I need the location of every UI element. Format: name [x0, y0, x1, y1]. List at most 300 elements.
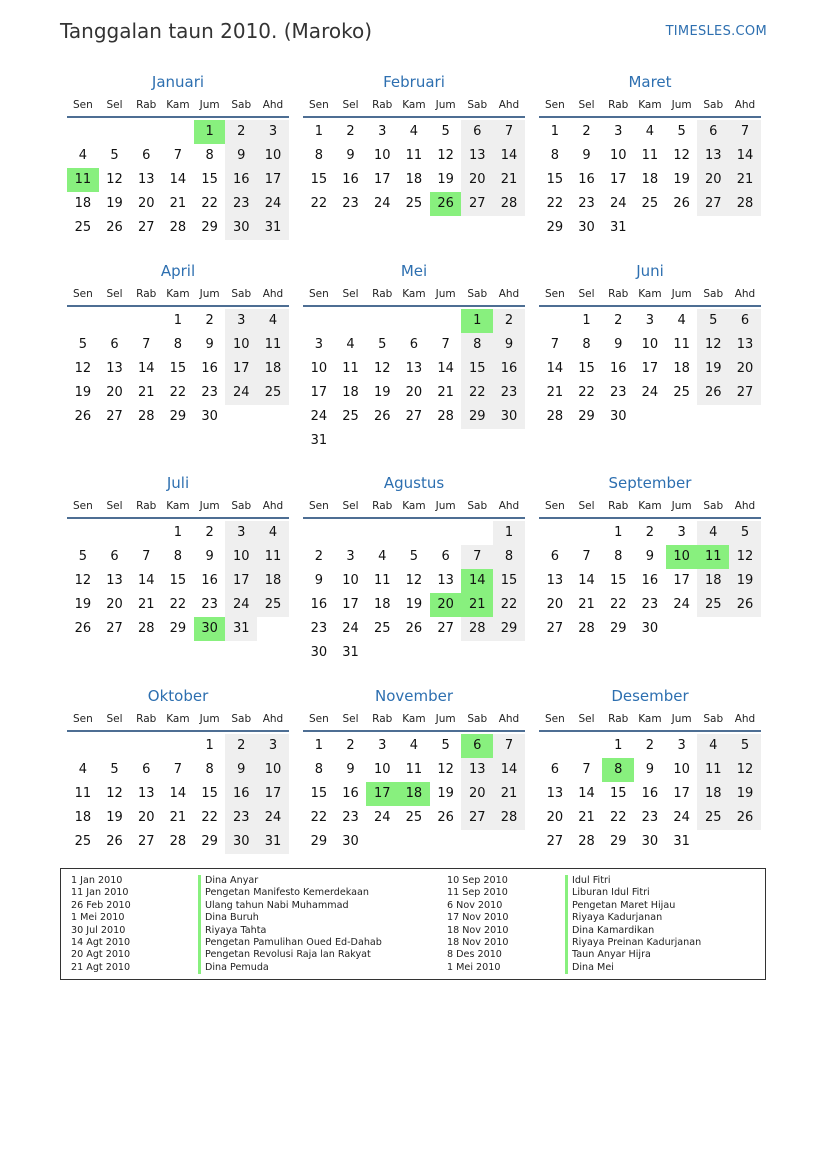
day-cell[interactable]: 3: [677, 525, 686, 540]
day-cell[interactable]: 4: [677, 313, 686, 328]
day-cell[interactable]: 8: [550, 148, 559, 163]
day-cell[interactable]: 28: [493, 192, 525, 216]
day-cell[interactable]: 5: [729, 521, 761, 545]
day-cell[interactable]: 2: [346, 738, 355, 753]
day-cell[interactable]: 5: [78, 337, 87, 352]
day-cell[interactable]: 20: [729, 357, 761, 381]
day-cell[interactable]: 8: [314, 762, 323, 777]
day-cell[interactable]: 4: [409, 124, 419, 139]
day-cell[interactable]: 9: [645, 549, 655, 564]
day-cell[interactable]: 7: [493, 120, 525, 144]
day-cell[interactable]: 21: [437, 385, 454, 400]
day-cell[interactable]: 17: [373, 172, 391, 187]
day-cell[interactable]: 28: [461, 617, 493, 641]
day-cell[interactable]: 13: [697, 144, 729, 168]
day-cell[interactable]: 31: [342, 645, 359, 660]
day-cell[interactable]: 11: [257, 545, 289, 569]
day-cell[interactable]: 7: [493, 734, 525, 758]
day-cell[interactable]: 27: [461, 192, 493, 216]
day-cell[interactable]: 5: [110, 762, 119, 777]
day-cell[interactable]: 22: [310, 196, 328, 211]
day-cell[interactable]: 10: [257, 144, 289, 168]
day-cell[interactable]: 16: [493, 357, 525, 381]
day-cell[interactable]: 23: [310, 621, 328, 636]
day-cell[interactable]: 1: [205, 738, 214, 753]
day-cell[interactable]: 23: [578, 196, 595, 211]
day-cell[interactable]: 26: [74, 621, 92, 636]
day-cell[interactable]: 30: [310, 645, 328, 660]
day-cell[interactable]: 10: [373, 762, 391, 777]
day-cell[interactable]: 30: [578, 220, 595, 235]
day-cell[interactable]: 16: [342, 786, 359, 801]
day-cell[interactable]: 3: [346, 549, 355, 564]
day-cell[interactable]: 13: [137, 786, 155, 801]
day-cell[interactable]: 12: [673, 148, 690, 163]
day-cell[interactable]: 5: [677, 124, 686, 139]
day-cell[interactable]: 28: [578, 621, 595, 636]
holiday-day-cell[interactable]: 11: [67, 168, 99, 192]
day-cell[interactable]: 15: [169, 361, 187, 376]
day-cell[interactable]: 4: [409, 738, 419, 753]
day-cell[interactable]: 6: [142, 762, 151, 777]
day-cell[interactable]: 6: [110, 337, 119, 352]
day-cell[interactable]: 25: [342, 409, 359, 424]
day-cell[interactable]: 14: [137, 361, 155, 376]
holiday-day-cell[interactable]: 20: [430, 593, 462, 617]
day-cell[interactable]: 12: [437, 762, 454, 777]
day-cell[interactable]: 21: [493, 782, 525, 806]
holiday-day-cell[interactable]: 1: [194, 120, 226, 144]
day-cell[interactable]: 1: [314, 738, 323, 753]
day-cell[interactable]: 22: [493, 593, 525, 617]
day-cell[interactable]: 15: [609, 573, 627, 588]
day-cell[interactable]: 21: [578, 597, 595, 612]
day-cell[interactable]: 27: [461, 806, 493, 830]
day-cell[interactable]: 27: [729, 381, 761, 405]
day-cell[interactable]: 26: [729, 593, 761, 617]
day-cell[interactable]: 19: [405, 597, 423, 612]
day-cell[interactable]: 7: [461, 545, 493, 569]
day-cell[interactable]: 3: [257, 120, 289, 144]
day-cell[interactable]: 16: [225, 782, 257, 806]
day-cell[interactable]: 17: [342, 597, 359, 612]
holiday-day-cell[interactable]: 14: [461, 569, 493, 593]
day-cell[interactable]: 6: [110, 549, 119, 564]
day-cell[interactable]: 6: [461, 120, 493, 144]
day-cell[interactable]: 11: [405, 762, 423, 777]
day-cell[interactable]: 3: [645, 313, 655, 328]
day-cell[interactable]: 9: [225, 758, 257, 782]
day-cell[interactable]: 16: [225, 168, 257, 192]
day-cell[interactable]: 22: [546, 196, 564, 211]
day-cell[interactable]: 13: [106, 573, 123, 588]
day-cell[interactable]: 13: [461, 758, 493, 782]
day-cell[interactable]: 28: [729, 192, 761, 216]
day-cell[interactable]: 25: [405, 196, 423, 211]
day-cell[interactable]: 5: [697, 309, 729, 333]
day-cell[interactable]: 10: [641, 337, 659, 352]
day-cell[interactable]: 24: [641, 385, 659, 400]
day-cell[interactable]: 30: [609, 409, 627, 424]
day-cell[interactable]: 30: [342, 834, 359, 849]
day-cell[interactable]: 29: [201, 220, 218, 235]
day-cell[interactable]: 10: [342, 573, 359, 588]
day-cell[interactable]: 8: [614, 549, 623, 564]
day-cell[interactable]: 27: [137, 834, 155, 849]
day-cell[interactable]: 25: [673, 385, 690, 400]
day-cell[interactable]: 7: [173, 148, 183, 163]
day-cell[interactable]: 19: [729, 569, 761, 593]
day-cell[interactable]: 1: [173, 525, 183, 540]
day-cell[interactable]: 3: [378, 124, 387, 139]
day-cell[interactable]: 30: [201, 409, 218, 424]
day-cell[interactable]: 12: [405, 573, 423, 588]
day-cell[interactable]: 8: [314, 148, 323, 163]
day-cell[interactable]: 22: [201, 810, 218, 825]
day-cell[interactable]: 3: [614, 124, 623, 139]
day-cell[interactable]: 15: [493, 569, 525, 593]
day-cell[interactable]: 19: [673, 172, 690, 187]
day-cell[interactable]: 18: [405, 172, 423, 187]
day-cell[interactable]: 17: [225, 569, 257, 593]
day-cell[interactable]: 22: [201, 196, 218, 211]
day-cell[interactable]: 21: [169, 810, 187, 825]
day-cell[interactable]: 4: [697, 734, 729, 758]
day-cell[interactable]: 27: [106, 409, 123, 424]
day-cell[interactable]: 17: [641, 361, 659, 376]
day-cell[interactable]: 10: [225, 333, 257, 357]
day-cell[interactable]: 25: [373, 621, 391, 636]
day-cell[interactable]: 5: [378, 337, 387, 352]
holiday-day-cell[interactable]: 26: [430, 192, 462, 216]
day-cell[interactable]: 13: [729, 333, 761, 357]
day-cell[interactable]: 19: [697, 357, 729, 381]
day-cell[interactable]: 16: [201, 361, 218, 376]
day-cell[interactable]: 15: [461, 357, 493, 381]
day-cell[interactable]: 9: [225, 144, 257, 168]
day-cell[interactable]: 22: [461, 381, 493, 405]
day-cell[interactable]: 20: [546, 597, 564, 612]
day-cell[interactable]: 7: [582, 549, 591, 564]
day-cell[interactable]: 29: [169, 621, 187, 636]
day-cell[interactable]: 10: [310, 361, 328, 376]
day-cell[interactable]: 3: [225, 521, 257, 545]
day-cell[interactable]: 21: [493, 168, 525, 192]
holiday-day-cell[interactable]: 17: [366, 782, 398, 806]
holiday-day-cell[interactable]: 18: [398, 782, 430, 806]
day-cell[interactable]: 12: [106, 786, 123, 801]
day-cell[interactable]: 1: [493, 521, 525, 545]
day-cell[interactable]: 24: [225, 381, 257, 405]
day-cell[interactable]: 24: [373, 810, 391, 825]
day-cell[interactable]: 14: [578, 573, 595, 588]
day-cell[interactable]: 4: [78, 762, 87, 777]
day-cell[interactable]: 19: [373, 385, 391, 400]
day-cell[interactable]: 5: [441, 738, 450, 753]
day-cell[interactable]: 26: [729, 806, 761, 830]
day-cell[interactable]: 18: [74, 196, 92, 211]
day-cell[interactable]: 6: [550, 762, 559, 777]
holiday-day-cell[interactable]: 8: [602, 758, 634, 782]
day-cell[interactable]: 28: [437, 409, 454, 424]
day-cell[interactable]: 27: [437, 621, 454, 636]
day-cell[interactable]: 26: [106, 220, 123, 235]
day-cell[interactable]: 25: [697, 806, 729, 830]
day-cell[interactable]: 29: [609, 621, 627, 636]
day-cell[interactable]: 28: [137, 621, 155, 636]
day-cell[interactable]: 17: [609, 172, 627, 187]
day-cell[interactable]: 24: [310, 409, 328, 424]
day-cell[interactable]: 15: [578, 361, 595, 376]
day-cell[interactable]: 14: [137, 573, 155, 588]
day-cell[interactable]: 17: [257, 168, 289, 192]
day-cell[interactable]: 11: [373, 573, 391, 588]
day-cell[interactable]: 19: [437, 172, 454, 187]
day-cell[interactable]: 4: [697, 521, 729, 545]
day-cell[interactable]: 30: [225, 830, 257, 854]
day-cell[interactable]: 3: [677, 738, 686, 753]
day-cell[interactable]: 16: [641, 573, 659, 588]
day-cell[interactable]: 20: [697, 168, 729, 192]
day-cell[interactable]: 25: [697, 593, 729, 617]
day-cell[interactable]: 7: [142, 337, 151, 352]
day-cell[interactable]: 6: [409, 337, 419, 352]
day-cell[interactable]: 9: [346, 148, 355, 163]
day-cell[interactable]: 2: [314, 549, 323, 564]
day-cell[interactable]: 7: [441, 337, 450, 352]
day-cell[interactable]: 2: [205, 313, 214, 328]
day-cell[interactable]: 10: [225, 545, 257, 569]
day-cell[interactable]: 4: [78, 148, 87, 163]
day-cell[interactable]: 16: [641, 786, 659, 801]
day-cell[interactable]: 23: [342, 196, 359, 211]
day-cell[interactable]: 17: [257, 782, 289, 806]
day-cell[interactable]: 10: [373, 148, 391, 163]
day-cell[interactable]: 18: [673, 361, 690, 376]
day-cell[interactable]: 22: [609, 810, 627, 825]
day-cell[interactable]: 5: [409, 549, 419, 564]
day-cell[interactable]: 29: [461, 405, 493, 429]
day-cell[interactable]: 25: [74, 220, 92, 235]
day-cell[interactable]: 9: [314, 573, 323, 588]
day-cell[interactable]: 30: [641, 621, 659, 636]
day-cell[interactable]: 16: [342, 172, 359, 187]
day-cell[interactable]: 20: [106, 385, 123, 400]
day-cell[interactable]: 12: [729, 758, 761, 782]
day-cell[interactable]: 18: [74, 810, 92, 825]
day-cell[interactable]: 30: [225, 216, 257, 240]
day-cell[interactable]: 23: [225, 806, 257, 830]
day-cell[interactable]: 9: [582, 148, 591, 163]
day-cell[interactable]: 26: [437, 810, 454, 825]
day-cell[interactable]: 27: [106, 621, 123, 636]
day-cell[interactable]: 4: [257, 521, 289, 545]
day-cell[interactable]: 7: [582, 762, 591, 777]
day-cell[interactable]: 19: [106, 810, 123, 825]
day-cell[interactable]: 23: [342, 810, 359, 825]
holiday-day-cell[interactable]: 10: [666, 545, 698, 569]
day-cell[interactable]: 12: [74, 361, 92, 376]
day-cell[interactable]: 27: [546, 834, 564, 849]
day-cell[interactable]: 4: [645, 124, 655, 139]
holiday-day-cell[interactable]: 21: [461, 593, 493, 617]
day-cell[interactable]: 1: [614, 738, 623, 753]
day-cell[interactable]: 23: [641, 597, 659, 612]
day-cell[interactable]: 14: [437, 361, 454, 376]
day-cell[interactable]: 21: [137, 597, 155, 612]
day-cell[interactable]: 26: [106, 834, 123, 849]
day-cell[interactable]: 1: [614, 525, 623, 540]
day-cell[interactable]: 27: [137, 220, 155, 235]
day-cell[interactable]: 28: [169, 834, 187, 849]
day-cell[interactable]: 24: [673, 597, 690, 612]
day-cell[interactable]: 17: [225, 357, 257, 381]
day-cell[interactable]: 20: [405, 385, 423, 400]
day-cell[interactable]: 28: [546, 409, 564, 424]
day-cell[interactable]: 12: [74, 573, 92, 588]
day-cell[interactable]: 20: [137, 810, 155, 825]
day-cell[interactable]: 13: [137, 172, 155, 187]
day-cell[interactable]: 24: [225, 593, 257, 617]
day-cell[interactable]: 13: [546, 786, 564, 801]
day-cell[interactable]: 13: [405, 361, 423, 376]
day-cell[interactable]: 12: [437, 148, 454, 163]
day-cell[interactable]: 31: [257, 830, 289, 854]
day-cell[interactable]: 26: [373, 409, 391, 424]
day-cell[interactable]: 2: [645, 738, 655, 753]
day-cell[interactable]: 29: [493, 617, 525, 641]
day-cell[interactable]: 19: [106, 196, 123, 211]
day-cell[interactable]: 17: [673, 786, 690, 801]
day-cell[interactable]: 5: [729, 734, 761, 758]
day-cell[interactable]: 8: [205, 148, 214, 163]
day-cell[interactable]: 23: [201, 385, 218, 400]
day-cell[interactable]: 23: [609, 385, 627, 400]
day-cell[interactable]: 31: [257, 216, 289, 240]
day-cell[interactable]: 5: [110, 148, 119, 163]
day-cell[interactable]: 9: [645, 762, 655, 777]
day-cell[interactable]: 15: [201, 786, 218, 801]
day-cell[interactable]: 3: [378, 738, 387, 753]
day-cell[interactable]: 19: [437, 786, 454, 801]
day-cell[interactable]: 24: [373, 196, 391, 211]
day-cell[interactable]: 12: [373, 361, 391, 376]
day-cell[interactable]: 25: [405, 810, 423, 825]
day-cell[interactable]: 2: [493, 309, 525, 333]
holiday-day-cell[interactable]: 11: [697, 545, 729, 569]
day-cell[interactable]: 4: [346, 337, 355, 352]
day-cell[interactable]: 15: [546, 172, 564, 187]
day-cell[interactable]: 13: [106, 361, 123, 376]
day-cell[interactable]: 14: [729, 144, 761, 168]
day-cell[interactable]: 21: [729, 168, 761, 192]
day-cell[interactable]: 11: [257, 333, 289, 357]
day-cell[interactable]: 31: [673, 834, 690, 849]
day-cell[interactable]: 21: [169, 196, 187, 211]
day-cell[interactable]: 18: [257, 357, 289, 381]
day-cell[interactable]: 6: [441, 549, 450, 564]
day-cell[interactable]: 14: [546, 361, 564, 376]
day-cell[interactable]: 7: [550, 337, 559, 352]
day-cell[interactable]: 12: [729, 545, 761, 569]
day-cell[interactable]: 24: [257, 806, 289, 830]
day-cell[interactable]: 11: [74, 786, 92, 801]
day-cell[interactable]: 29: [546, 220, 564, 235]
day-cell[interactable]: 31: [609, 220, 627, 235]
day-cell[interactable]: 2: [205, 525, 214, 540]
day-cell[interactable]: 25: [641, 196, 659, 211]
day-cell[interactable]: 19: [74, 597, 92, 612]
day-cell[interactable]: 22: [578, 385, 595, 400]
day-cell[interactable]: 3: [225, 309, 257, 333]
day-cell[interactable]: 18: [373, 597, 391, 612]
day-cell[interactable]: 26: [405, 621, 423, 636]
day-cell[interactable]: 23: [201, 597, 218, 612]
day-cell[interactable]: 28: [578, 834, 595, 849]
day-cell[interactable]: 15: [169, 573, 187, 588]
day-cell[interactable]: 15: [310, 172, 328, 187]
day-cell[interactable]: 24: [673, 810, 690, 825]
day-cell[interactable]: 6: [142, 148, 151, 163]
day-cell[interactable]: 22: [169, 597, 187, 612]
day-cell[interactable]: 3: [314, 337, 323, 352]
day-cell[interactable]: 17: [310, 385, 328, 400]
day-cell[interactable]: 11: [673, 337, 690, 352]
day-cell[interactable]: 9: [493, 333, 525, 357]
day-cell[interactable]: 21: [578, 810, 595, 825]
day-cell[interactable]: 2: [582, 124, 591, 139]
holiday-day-cell[interactable]: 6: [461, 734, 493, 758]
day-cell[interactable]: 13: [437, 573, 454, 588]
day-cell[interactable]: 18: [342, 385, 359, 400]
day-cell[interactable]: 19: [729, 782, 761, 806]
day-cell[interactable]: 26: [697, 381, 729, 405]
day-cell[interactable]: 27: [405, 409, 423, 424]
day-cell[interactable]: 10: [673, 762, 690, 777]
day-cell[interactable]: 8: [582, 337, 591, 352]
day-cell[interactable]: 29: [578, 409, 595, 424]
day-cell[interactable]: 14: [493, 758, 525, 782]
day-cell[interactable]: 23: [641, 810, 659, 825]
day-cell[interactable]: 7: [173, 762, 183, 777]
day-cell[interactable]: 20: [461, 168, 493, 192]
day-cell[interactable]: 18: [257, 569, 289, 593]
day-cell[interactable]: 1: [582, 313, 591, 328]
day-cell[interactable]: 18: [697, 782, 729, 806]
day-cell[interactable]: 29: [201, 834, 218, 849]
day-cell[interactable]: 28: [493, 806, 525, 830]
day-cell[interactable]: 13: [461, 144, 493, 168]
day-cell[interactable]: 28: [137, 409, 155, 424]
day-cell[interactable]: 14: [169, 172, 187, 187]
day-cell[interactable]: 20: [106, 597, 123, 612]
day-cell[interactable]: 22: [169, 385, 187, 400]
day-cell[interactable]: 18: [641, 172, 659, 187]
day-cell[interactable]: 16: [201, 573, 218, 588]
day-cell[interactable]: 30: [641, 834, 659, 849]
day-cell[interactable]: 25: [74, 834, 92, 849]
day-cell[interactable]: 15: [201, 172, 218, 187]
day-cell[interactable]: 5: [78, 549, 87, 564]
day-cell[interactable]: 29: [310, 834, 328, 849]
day-cell[interactable]: 9: [614, 337, 623, 352]
day-cell[interactable]: 30: [493, 405, 525, 429]
day-cell[interactable]: 4: [257, 309, 289, 333]
day-cell[interactable]: 7: [142, 549, 151, 564]
day-cell[interactable]: 2: [225, 120, 257, 144]
day-cell[interactable]: 24: [257, 192, 289, 216]
day-cell[interactable]: 14: [493, 144, 525, 168]
